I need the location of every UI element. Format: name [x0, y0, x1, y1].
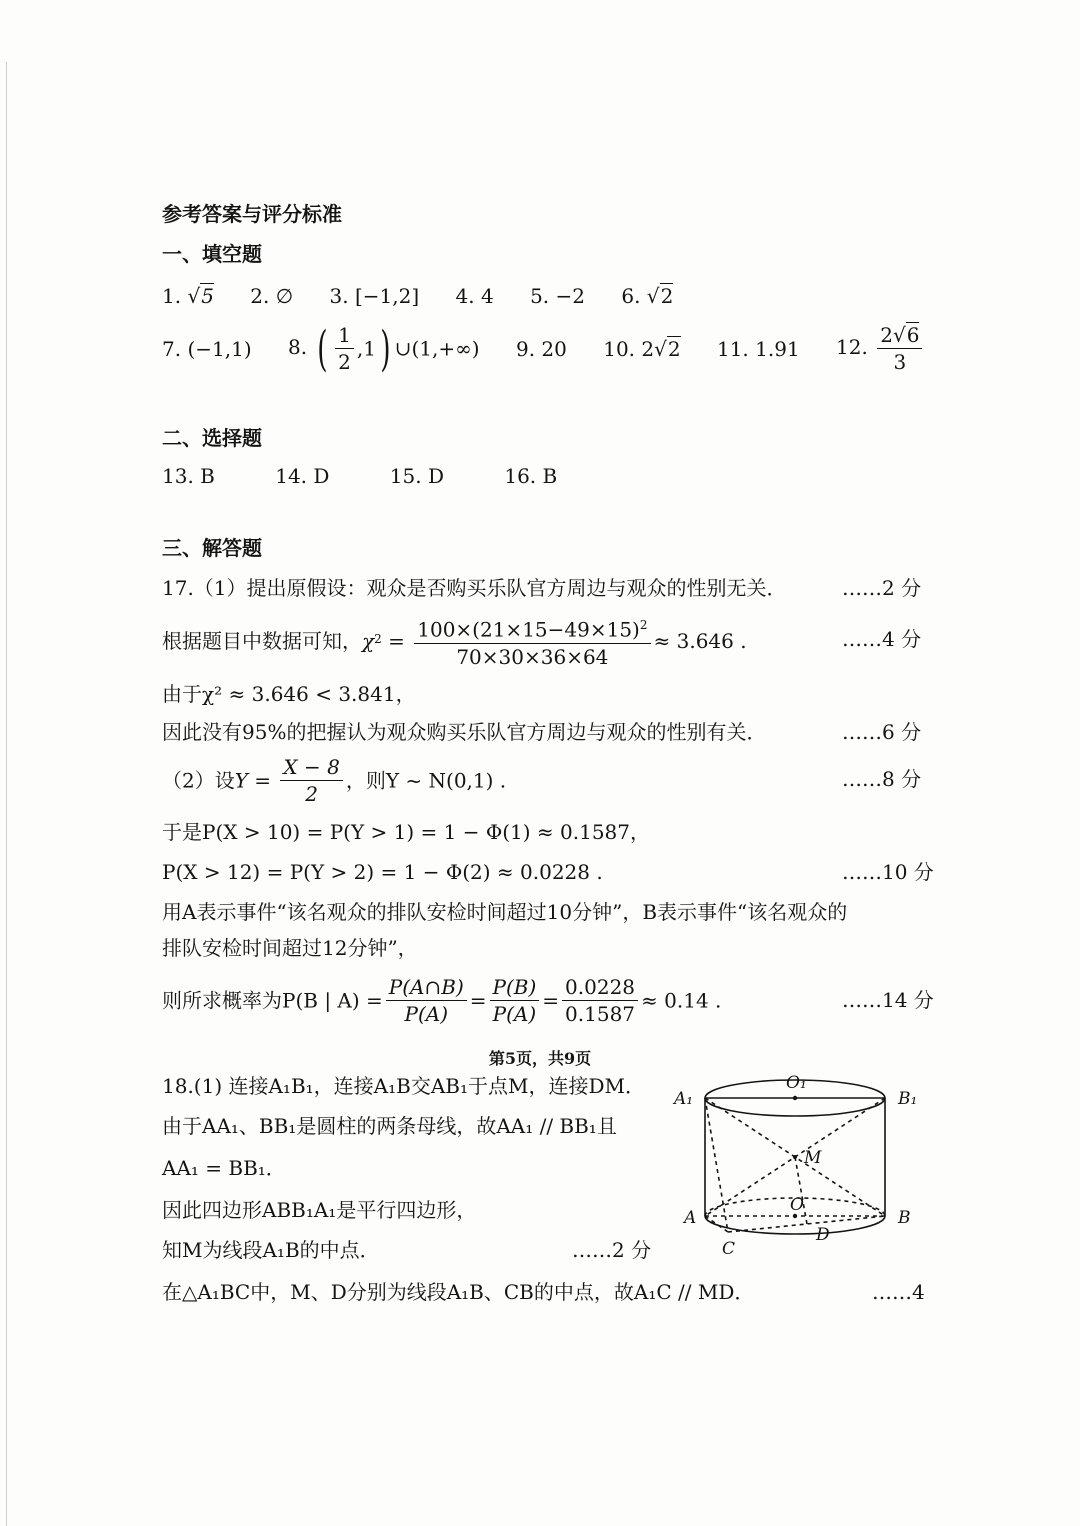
- q18-line-6: 在△A₁BC中，M、D分别为线段A₁B、CB的中点，故A₁C // MD．: [162, 1280, 755, 1304]
- q18-line-3: AA₁ = BB₁．: [162, 1156, 286, 1180]
- choice-answer: 15. D: [389, 464, 444, 488]
- label-b: B: [898, 1208, 911, 1228]
- section-choice: 二、选择题: [162, 426, 262, 450]
- q18-line-5: 知M为线段A₁B的中点．: [162, 1238, 380, 1262]
- label-m: M: [804, 1148, 822, 1168]
- scan-edge: [6, 62, 7, 1526]
- cylinder-figure: [670, 1068, 930, 1268]
- point-o1: [793, 1096, 797, 1100]
- label-o1: O₁: [786, 1073, 807, 1093]
- q17-events-1: 用A表示事件“该名观众的排队安检时间超过10分钟”，B表示事件“该名观众的: [162, 900, 848, 924]
- label-b1: B₁: [898, 1089, 918, 1109]
- q17-prob-10: 于是P(X > 10) = P(Y > 1) = 1 − Φ(1) ≈ 0.1587，: [162, 820, 651, 844]
- fill-answers-row-2: 7. (−1,1) 8. ( $\frac{1}{2}$ ,1) ∪(1,+∞) 9. 20 10. 2√2 11. 1.91 12. $\frac{2√6}{3}$: [162, 322, 955, 375]
- page-title: 参考答案与评分标准: [162, 202, 342, 226]
- label-c: C: [722, 1239, 736, 1259]
- q17-final-prob: 则所求概率为P(B | A) = $\frac{P(A\cap B)}{P(A)}$ = $\frac{P(B)}{P(A)}$ = $\frac{0.0228}{0.1587}$ ≈ 0.14 .: [162, 975, 722, 1026]
- q17-score-10: ……10 分: [842, 860, 934, 884]
- segment-a1c: [705, 1098, 728, 1232]
- q17-score-14: ……14 分: [842, 988, 934, 1012]
- label-a: A: [684, 1208, 697, 1228]
- choice-answer: 14. D: [275, 464, 330, 488]
- q17-events-2: 排队安检时间超过12分钟”，: [162, 936, 418, 960]
- label-a1: A₁: [674, 1089, 694, 1109]
- q17-score-2: ……2 分: [842, 576, 922, 600]
- q17-chi-square: 根据题目中数据可知，$\chi^2$ = $\frac{100\times(21\times 15-49\times 15)^2}{70\times 30\times 36\times 64}$ ≈ 3.646 .: [162, 612, 747, 670]
- q17-part1: 17.（1）提出原假设：观众是否购买乐队官方周边与观众的性别无关．: [162, 576, 787, 600]
- q18-score-4: ……4: [872, 1280, 925, 1304]
- q17-part2: （2）设Y = $\frac{X - 8}{2}$ ，则Y ~ N(0,1) .: [162, 755, 507, 806]
- q17-conclusion: 因此没有95%的把握认为观众购买乐队官方周边与观众的性别有关．: [162, 720, 767, 744]
- segment-ca: [705, 1216, 728, 1232]
- q17-prob-12: P(X > 12) = P(Y > 2) = 1 − Φ(2) ≈ 0.0228 .: [162, 860, 603, 884]
- choice-answer: 16. B: [504, 464, 558, 488]
- choice-answer: 13. B: [162, 464, 215, 488]
- q18-score-2: ……2 分: [572, 1238, 652, 1262]
- q18-line-4: 因此四边形ABB₁A₁是平行四边形，: [162, 1198, 477, 1222]
- fill-answers-row-1: 1. √5 2. ∅ 3. [−1,2] 4. 4 5. −2 6. √2: [162, 284, 674, 308]
- q17-score-8: ……8 分: [842, 767, 922, 791]
- choice-answers: [162, 464, 587, 488]
- label-o: O: [790, 1195, 804, 1215]
- label-d: D: [816, 1225, 830, 1245]
- q17-compare: 由于χ² ≈ 3.646 < 3.841，: [162, 682, 416, 706]
- point-m: [793, 1155, 797, 1159]
- q18-line-1: 18.(1) 连接A₁B₁，连接A₁B交AB₁于点M，连接DM．: [162, 1074, 645, 1098]
- section-solutions: 三、解答题: [162, 536, 262, 560]
- q18-line-2: 由于AA₁、BB₁是圆柱的两条母线，故AA₁ // BB₁且: [162, 1114, 617, 1138]
- q17-score-4: ……4 分: [842, 627, 922, 651]
- section-fill-blank: 一、填空题: [162, 242, 262, 266]
- page-footer: 第5页，共9页: [488, 1049, 592, 1068]
- q17-score-6: ……6 分: [842, 720, 922, 744]
